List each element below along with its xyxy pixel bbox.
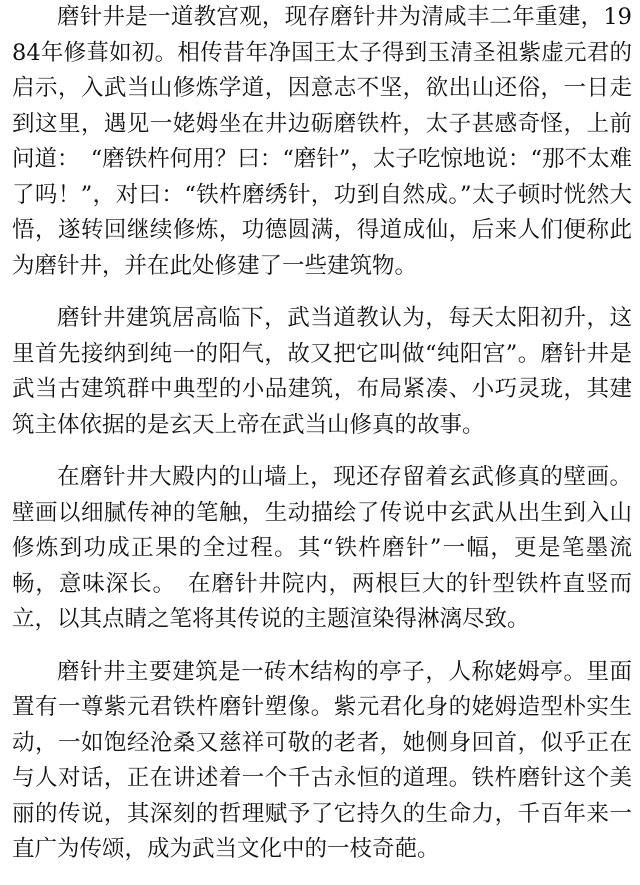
document-body	[12, 0, 632, 885]
paragraph-2: 磨针井建筑居高临下，武当道教认为，每天太阳初升，这里首先接纳到纯一的阳气，故又把它叫做“纯阳宫”。磨针井是武当古建筑群中典型的小品建筑，布局紧凑、小巧灵珑，其建筑主体依据的是玄天上帝在武当山修真的故事。	[12, 305, 632, 438]
paragraph-3: 在磨针井大殿内的山墙上，现还存留着玄武修真的壁画。壁画以细腻传神的笔触，生动描绘了传说中玄武从出生到入山修炼到功成正果的全过程。其“铁杵磨针”一幅，更是笔墨流畅，意味深长。 在磨针井院内，两根巨大的针型铁杵直竖而立，以其点睛之笔将其传说的主题渲染得淋漓尽致。	[12, 464, 632, 632]
paragraph-1: 磨针井是一道教宫观，现存磨针井为清咸丰二年重建，1984年修葺如初。相传昔年净国王太子得到玉清圣祖紫虚元君的启示，入武当山修炼学道，因意志不坚，欲出山还俗，一日走到这里，遇见一姥姆坐在井边砺磨铁杵，太子甚感奇怪，上前问道： “磨铁杵何用？曰：“磨针”，太子吃惊地说：“那不太难了吗！”，对曰：“铁杵磨绣针，功到自然成。”太子顿时恍然大悟，遂转回继续修炼，功德圆满，得道成仙，后来人们便称此为磨针井，并在此处修建了一些建筑物。	[12, 4, 632, 279]
paragraph-4: 磨针井主要建筑是一砖木结构的亭子，人称姥姆亭。里面置有一尊紫元君铁杵磨针塑像。紫元君化身的姥姆造型朴实生动，一如饱经沧桑又慈祥可敬的老者，她侧身回首，似乎正在与人对话，正在讲述着一个千古永恒的道理。铁杵磨针这个美丽的传说，其深刻的哲理赋予了它持久的生命力，千百年来一直广为传颂，成为武当文化中的一枝奇葩。	[12, 658, 632, 862]
